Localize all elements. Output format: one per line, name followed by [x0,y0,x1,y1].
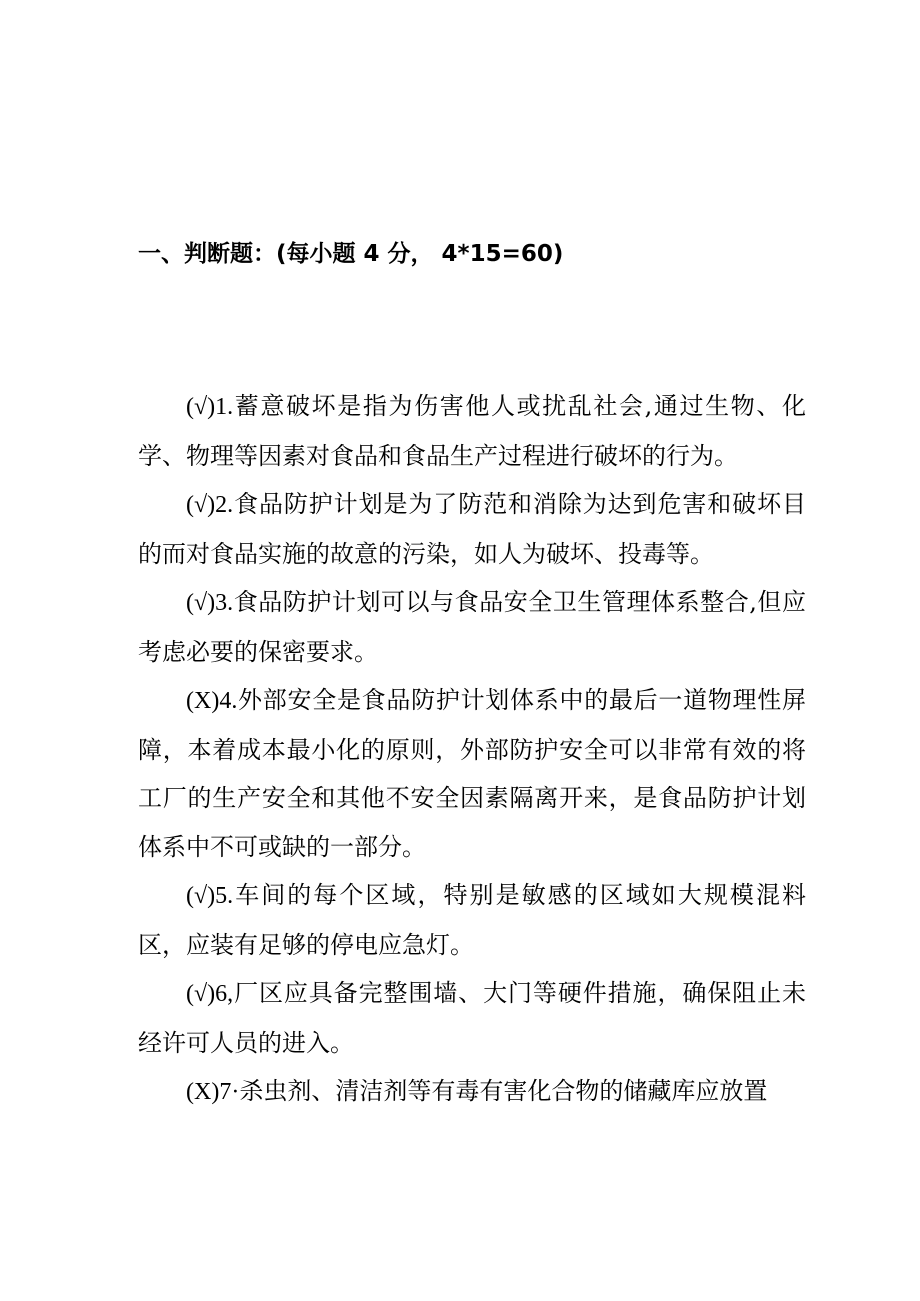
question-text: 车间的每个区域，特别是敏感的区域如大规模混料区，应装有足够的停电应急灯。 [138,881,806,959]
question-item [138,382,806,480]
question-text: 厂区应具备完整围墙、大门等硬件措施，确保阻止未经许可人员的进入。 [138,979,806,1057]
question-number: 7· [219,1079,240,1105]
question-text: 食品防护计划是为了防范和消除为达到危害和破坏目的而对食品实施的故意的污染，如人为破坏、投毒等。 [138,490,806,568]
question-list [138,382,806,1117]
question-number: 1. [215,394,234,420]
answer-mark: (X) [186,688,220,714]
answer-mark: (X) [186,1079,220,1105]
question-number: 6, [215,981,234,1007]
answer-mark: (√) [186,981,216,1007]
question-item [138,480,806,578]
question-text: 杀虫剂、清洁剂等有毒有害化合物的储藏库应放置 [239,1077,768,1105]
question-item [138,676,806,871]
section-heading: 一、判断题：(每小题 4 分， 4*15=60) [138,241,564,267]
question-item [138,1067,806,1117]
question-item [138,969,806,1067]
question-item [138,871,806,969]
question-number: 2. [215,492,234,518]
answer-mark: (√) [186,590,216,616]
question-text: 食品防护计划可以与食品安全卫生管理体系整合,但应考虑必要的保密要求。 [138,588,806,666]
answer-mark: (√) [186,394,216,420]
question-number: 5. [215,883,234,909]
question-item [138,578,806,676]
question-number: 4. [219,688,238,714]
question-text: 外部安全是食品防护计划体系中的最后一道物理性屏障，本着成本最小化的原则，外部防护安全可以非常有效的将工厂的生产安全和其他不安全因素隔离开来，是食品防护计划体系中不可或缺的一部分。 [138,686,806,861]
answer-mark: (√) [186,492,216,518]
question-number: 3. [215,590,234,616]
answer-mark: (√) [186,883,216,909]
question-text: 蓄意破坏是指为伤害他人或扰乱社会,通过生物、化学、物理等因素对食品和食品生产过程进行破坏的行为。 [138,392,806,470]
